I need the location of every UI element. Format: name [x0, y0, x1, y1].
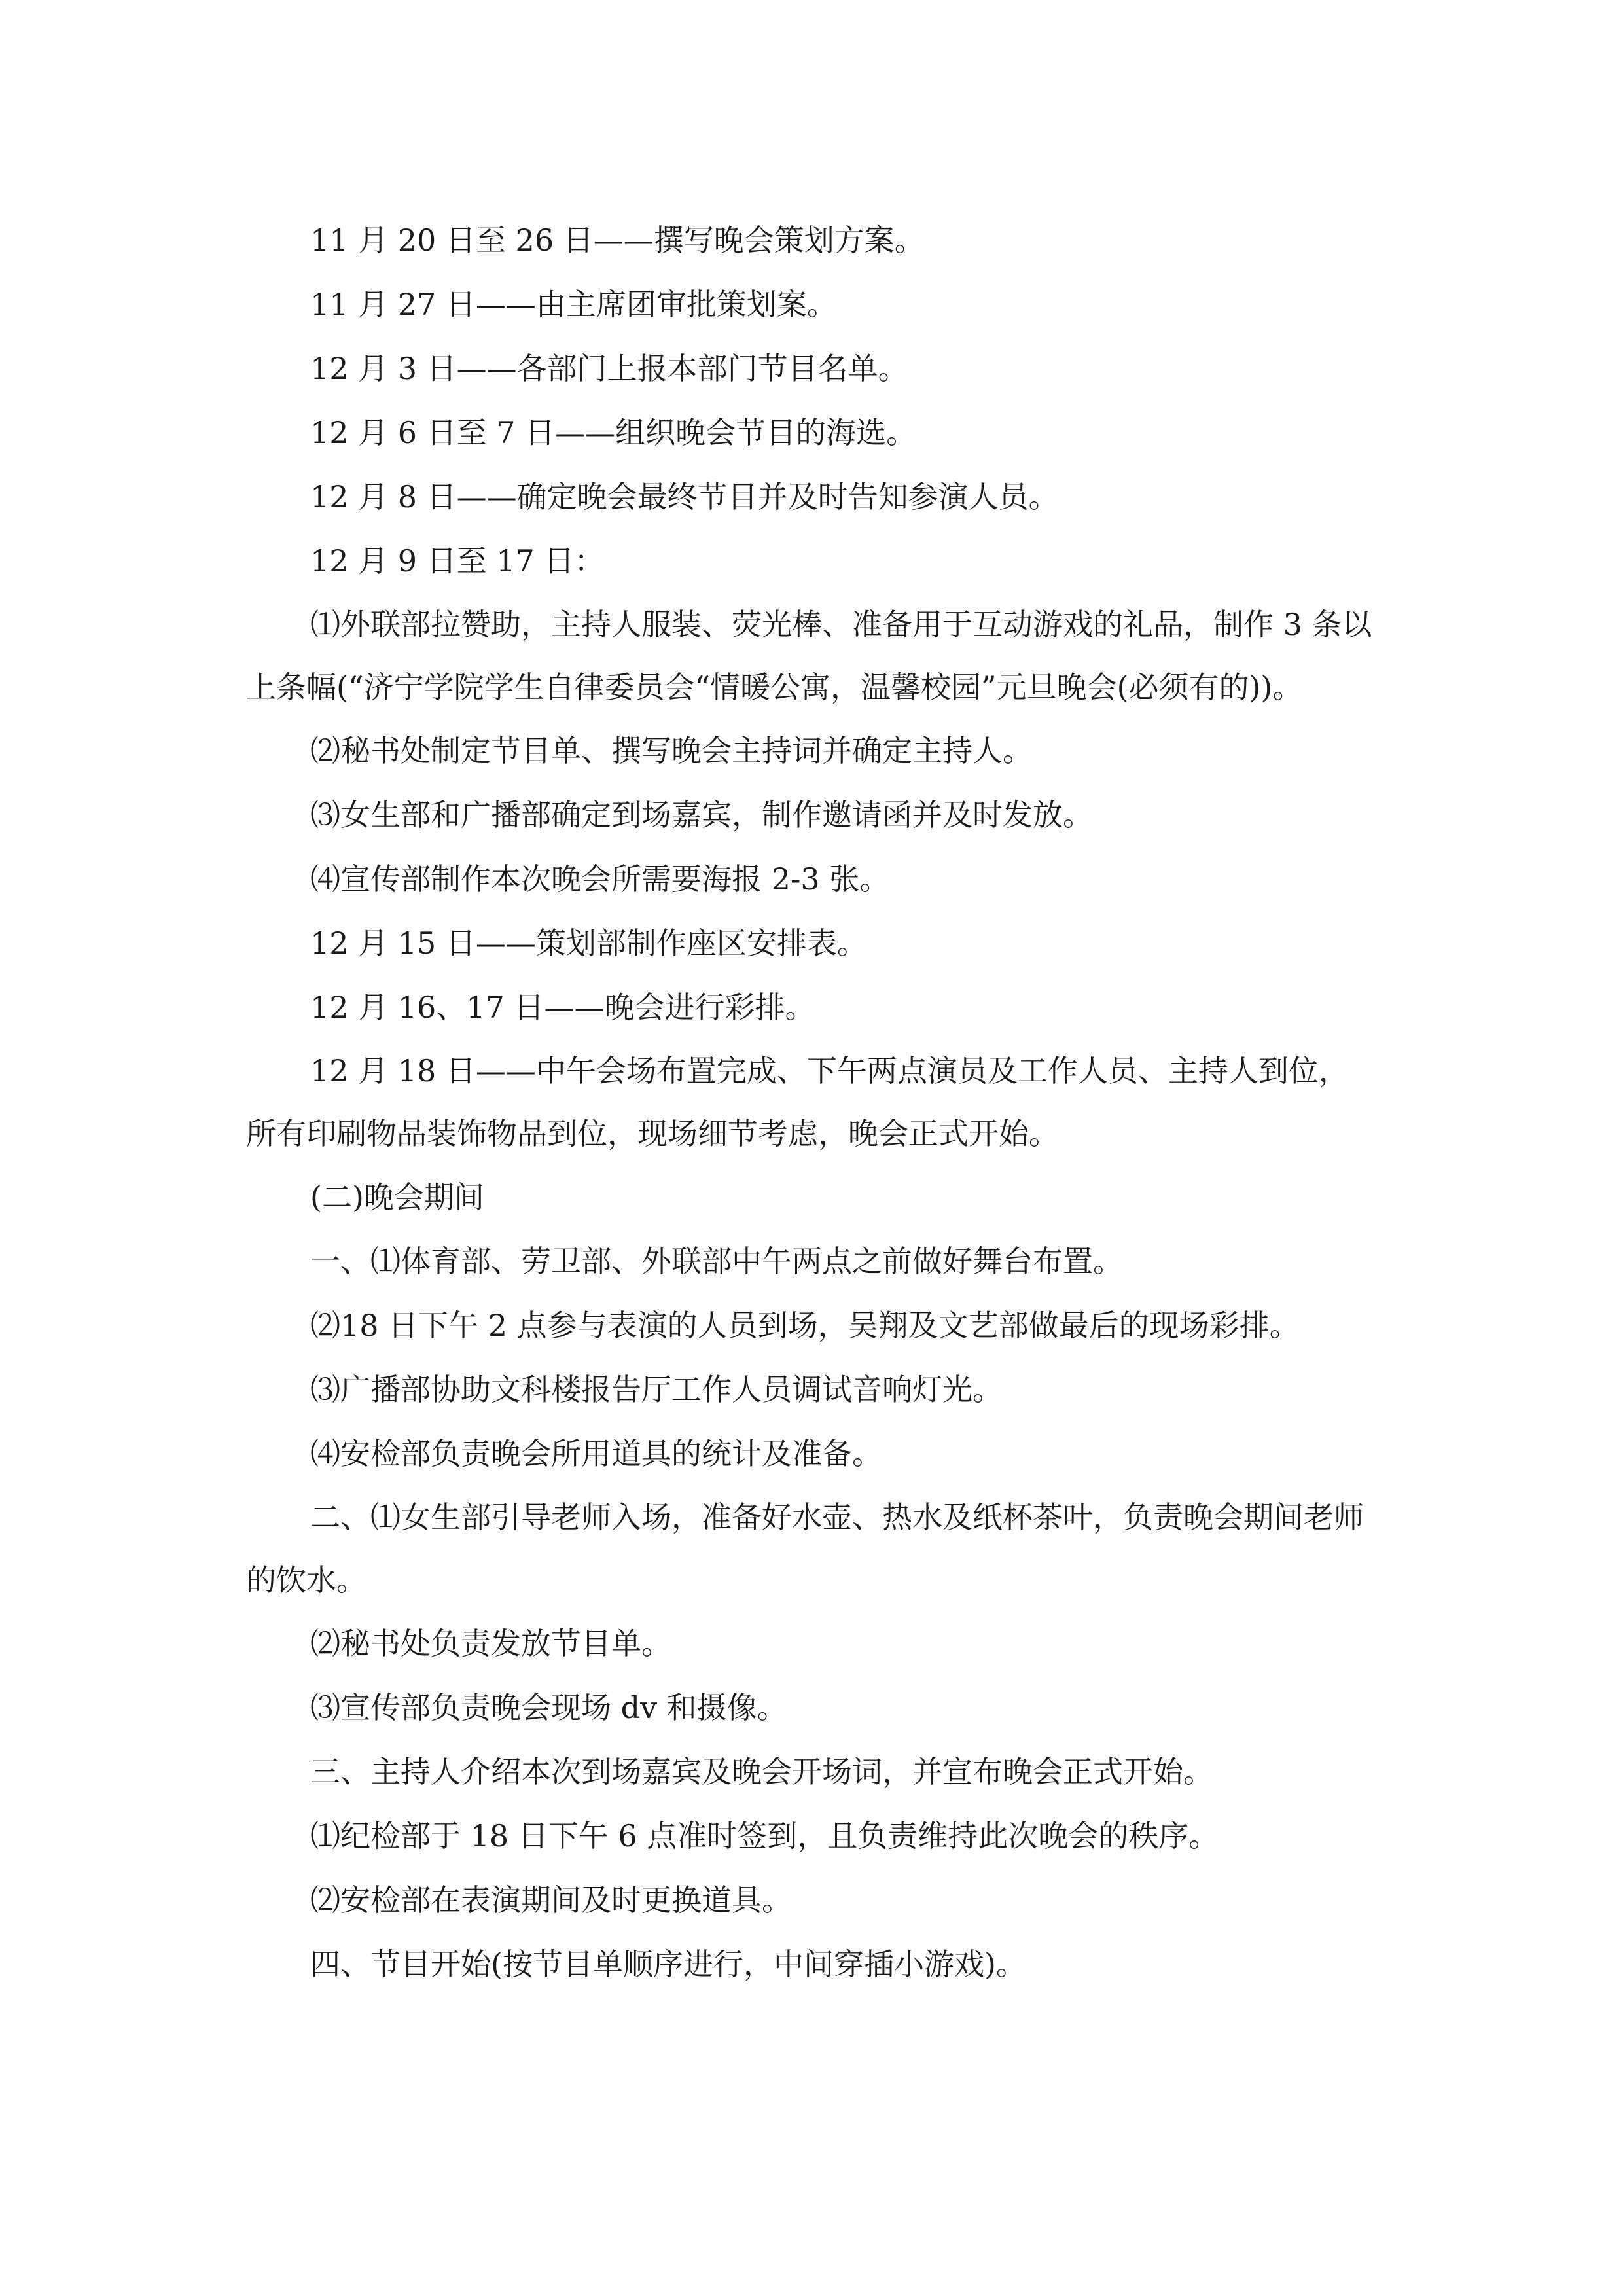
- document-body: [246, 208, 1377, 1996]
- paragraph: 12 月 16、17 日——晚会进行彩排。: [310, 990, 815, 1025]
- paragraph: ⑴外联部拉赞助，主持人服装、荧光棒、准备用于互动游戏的礼品，制作 3 条以上条幅(“济宁学院学生自律委员会“情暖公寓，温馨校园”元旦晚会(必须有的))。: [246, 607, 1372, 705]
- paragraph: 12 月 18 日——中午会场布置完成、下午两点演员及工作人员、主持人到位，所有印刷物品装饰物品到位，现场细节考虑，晚会正式开始。: [246, 1053, 1349, 1151]
- paragraph: 12 月 3 日——各部门上报本部门节目名单。: [310, 351, 908, 386]
- paragraph: ⑵秘书处制定节目单、撰写晚会主持词并确定主持人。: [310, 733, 1033, 768]
- paragraph: 二、⑴女生部引导老师入场，准备好水壶、热水及纸杯茶叶，负责晚会期间老师的饮水。: [246, 1499, 1364, 1598]
- paragraph: ⑶女生部和广播部确定到场嘉宾，制作邀请函并及时发放。: [310, 797, 1093, 833]
- paragraph: ⑶广播部协助文科楼报告厅工作人员调试音响灯光。: [310, 1372, 1003, 1407]
- paragraph: ⑴纪检部于 18 日下午 6 点准时签到，且负责维持此次晚会的秩序。: [310, 1818, 1219, 1854]
- paragraph: 11 月 27 日——由主席团审批策划案。: [310, 287, 837, 322]
- paragraph: 12 月 15 日——策划部制作座区安排表。: [310, 925, 867, 961]
- paragraph: ⑷宣传部制作本次晚会所需要海报 2-3 张。: [310, 861, 890, 897]
- paragraph: 12 月 8 日——确定晚会最终节目并及时告知参演人员。: [310, 479, 1059, 514]
- paragraph: ⑵18 日下午 2 点参与表演的人员到场，吴翔及文艺部做最后的现场彩排。: [310, 1308, 1300, 1343]
- paragraph: 11 月 20 日至 26 日——撰写晚会策划方案。: [310, 223, 925, 258]
- paragraph: ⑵秘书处负责发放节目单。: [310, 1626, 671, 1661]
- section-heading: (二)晚会期间: [310, 1179, 484, 1215]
- paragraph: ⑷安检部负责晚会所用道具的统计及准备。: [310, 1436, 882, 1471]
- paragraph: 三、主持人介绍本次到场嘉宾及晚会开场词，并宣布晚会正式开始。: [310, 1754, 1213, 1789]
- paragraph: 四、节目开始(按节目单顺序进行，中间穿插小游戏)。: [310, 1946, 1026, 1982]
- paragraph: 12 月 9 日至 17 日：: [310, 543, 605, 579]
- paragraph: 12 月 6 日至 7 日——组织晚会节目的海选。: [310, 415, 917, 450]
- paragraph: 一、⑴体育部、劳卫部、外联部中午两点之前做好舞台布置。: [310, 1244, 1123, 1279]
- paragraph: ⑶宣传部负责晚会现场 dv 和摄像。: [310, 1690, 787, 1725]
- paragraph: ⑵安检部在表演期间及时更换道具。: [310, 1882, 792, 1918]
